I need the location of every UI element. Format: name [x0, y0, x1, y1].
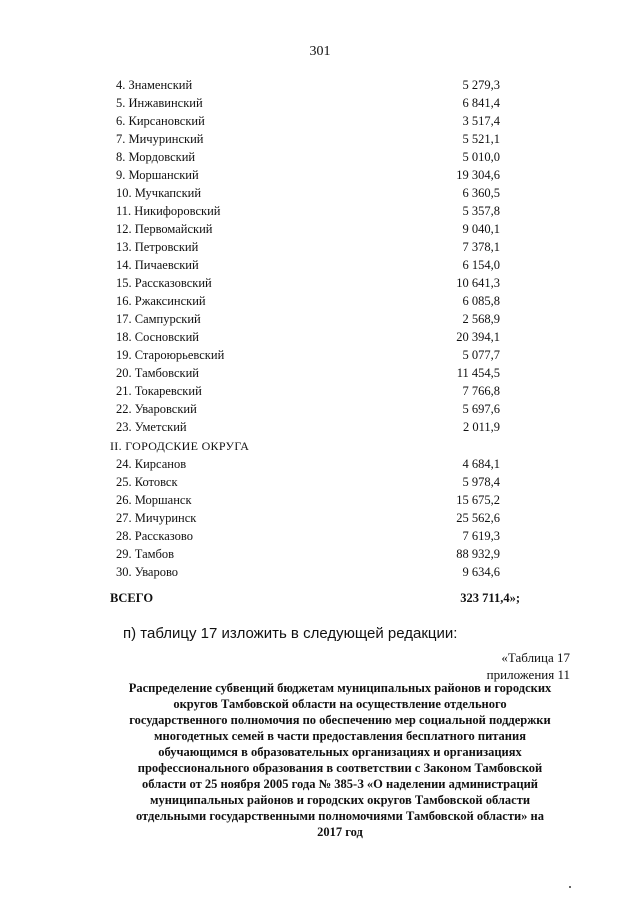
table-row	[110, 527, 520, 545]
heading-line: обучающимся в образовательных организациях и организациях	[158, 745, 522, 759]
district-name: 6. Кирсановский	[116, 114, 205, 128]
table-row	[110, 94, 520, 112]
district-name: 14. Пичаевский	[116, 258, 199, 272]
heading-line: многодетных семей в части предоставления бесплатного питания	[154, 729, 526, 743]
subvention-table	[110, 76, 520, 607]
amount-value: 6 085,8	[462, 294, 500, 308]
amount-value: 6 841,4	[462, 96, 500, 110]
amount-value: 6 360,5	[462, 186, 500, 200]
district-name: 15. Рассказовский	[116, 276, 212, 290]
district-name: 13. Петровский	[116, 240, 199, 254]
page-number: 301	[309, 44, 331, 59]
table-row	[110, 310, 520, 328]
amount-value: 9 634,6	[462, 565, 500, 579]
district-name: 27. Мичуринск	[116, 511, 197, 525]
amount-value: 7 766,8	[462, 384, 500, 398]
heading-line: Распределение субвенций бюджетам муниципальных районов и городских	[128, 681, 552, 695]
amount-value: 15 675,2	[456, 493, 500, 507]
table-row	[110, 184, 520, 202]
table-row	[110, 238, 520, 256]
table-row	[110, 563, 520, 581]
amount-value: 5 978,4	[462, 475, 500, 489]
table-row	[110, 509, 520, 527]
district-name: 8. Мордовский	[116, 150, 196, 164]
table-row	[110, 382, 520, 400]
table-reference-line: приложения 11	[486, 667, 570, 682]
heading-line: 2017 год	[317, 825, 363, 839]
district-name: 25. Котовск	[116, 475, 178, 489]
table-row	[110, 256, 520, 274]
district-name: 23. Уметский	[116, 420, 187, 434]
amount-value: 9 040,1	[462, 222, 500, 236]
district-name: 7. Мичуринский	[116, 132, 204, 146]
table-row	[110, 364, 520, 382]
table-row	[110, 130, 520, 148]
table-row	[110, 418, 520, 436]
heading-line: округов Тамбовской области на осуществление отдельного	[173, 697, 507, 711]
district-name: 4. Знаменский	[116, 78, 193, 92]
amount-value: 88 932,9	[456, 547, 500, 561]
district-name: 17. Сампурский	[116, 312, 201, 326]
table-row	[110, 400, 520, 418]
section-header: II. ГОРОДСКИЕ ОКРУГА	[110, 439, 250, 453]
district-name: 20. Тамбовский	[116, 366, 199, 380]
district-name: 21. Токаревский	[116, 384, 202, 398]
district-name: 28. Рассказово	[116, 529, 193, 543]
amount-value: 11 454,5	[456, 366, 500, 380]
amount-value: 4 684,1	[462, 457, 500, 471]
district-name: 19. Староюрьевский	[116, 348, 225, 362]
table-row	[110, 545, 520, 563]
amount-value: 19 304,6	[456, 168, 500, 182]
total-row	[110, 589, 520, 607]
district-name: 11. Никифоровский	[116, 204, 221, 218]
table-row	[110, 220, 520, 238]
district-name: 10. Мучкапский	[116, 186, 202, 200]
table-row	[110, 274, 520, 292]
amendment-instruction: п) таблицу 17 изложить в следующей редакции:	[123, 625, 458, 642]
amount-value: 20 394,1	[456, 330, 500, 344]
heading-line: профессионального образования в соответствии с Законом Тамбовской	[137, 761, 543, 775]
amount-value: 2 568,9	[462, 312, 500, 326]
district-name: 16. Ржаксинский	[116, 294, 206, 308]
district-name: 30. Уварово	[116, 565, 179, 579]
heading-line: муниципальных районов и городских округов Тамбовской области	[149, 793, 531, 807]
table-heading	[100, 680, 580, 840]
amount-value: 7 378,1	[462, 240, 500, 254]
district-name: 12. Первомайский	[116, 222, 213, 236]
table-row	[110, 76, 520, 94]
heading-line: отдельными государственными полномочиями Тамбовской области» на	[135, 809, 545, 823]
amount-value: 5 077,7	[462, 348, 500, 362]
amount-value: 5 010,0	[462, 150, 500, 164]
section-header-row	[110, 437, 520, 455]
total-label: ВСЕГО	[110, 591, 154, 605]
table-row	[110, 202, 520, 220]
amount-value: 5 279,3	[462, 78, 500, 92]
amount-value: 5 697,6	[462, 402, 500, 416]
district-name: 5. Инжавинский	[116, 96, 203, 110]
amount-value: 5 521,1	[462, 132, 500, 146]
amount-value: 6 154,0	[462, 258, 500, 272]
table-reference	[487, 649, 570, 683]
table-row	[110, 292, 520, 310]
amount-value: 10 641,3	[456, 276, 500, 290]
district-name: 18. Сосновский	[116, 330, 199, 344]
heading-line: государственного полномочия по обеспечению мер социальной поддержки	[129, 713, 551, 727]
district-name: 24. Кирсанов	[116, 457, 187, 471]
amount-value: 2 011,9	[462, 420, 500, 434]
table-reference-line: «Таблица 17	[501, 650, 570, 665]
table-row	[110, 148, 520, 166]
district-name: 29. Тамбов	[116, 547, 175, 561]
amount-value: 3 517,4	[462, 114, 500, 128]
scan-dot	[569, 886, 571, 888]
table-row	[110, 491, 520, 509]
table-row	[110, 166, 520, 184]
table-row	[110, 112, 520, 130]
amount-value: 5 357,8	[462, 204, 500, 218]
table-row	[110, 473, 520, 491]
heading-line: области от 25 ноября 2005 года № 385-З «О наделении администраций	[142, 777, 538, 791]
district-name: 22. Уваровский	[116, 402, 197, 416]
table-row	[110, 455, 520, 473]
table-row	[110, 346, 520, 364]
district-name: 26. Моршанск	[116, 493, 192, 507]
table-row	[110, 328, 520, 346]
amount-value: 7 619,3	[462, 529, 500, 543]
amount-value: 25 562,6	[456, 511, 500, 525]
total-value: 323 711,4»;	[460, 591, 520, 605]
district-name: 9. Моршанский	[116, 168, 199, 182]
